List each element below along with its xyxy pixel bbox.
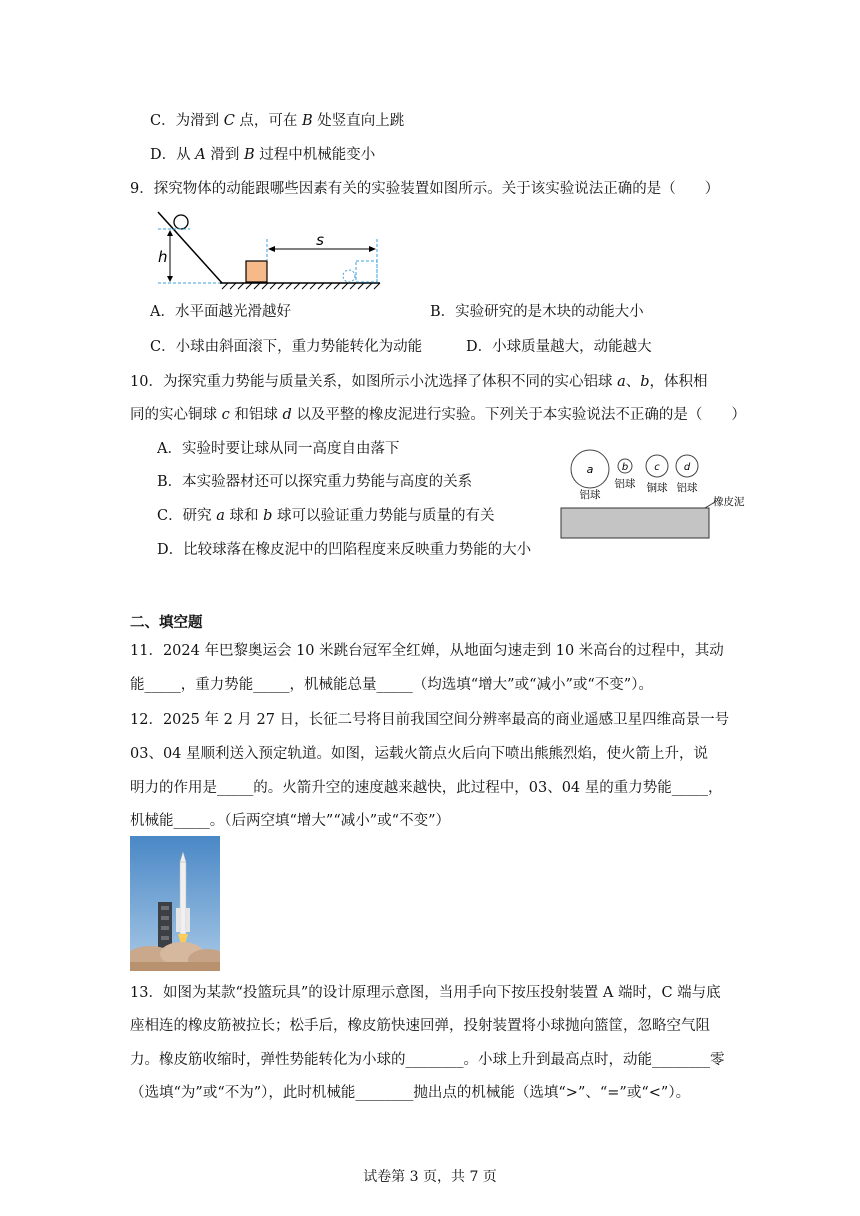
height-arrow-head-down	[167, 276, 173, 282]
ball	[174, 215, 188, 229]
q10-option-a: A．实验时要让球从同一高度自由落下	[157, 441, 400, 457]
ball-b-letter: b	[621, 462, 629, 473]
s-arrow-head-right	[369, 246, 376, 252]
section-title: 二、填空题	[130, 614, 203, 631]
block-final-position	[356, 261, 377, 282]
ball-d-letter: d	[683, 462, 691, 473]
ball-c-label: 铜球	[646, 482, 668, 494]
ground-hatch	[222, 283, 380, 289]
q10-option-d: D．比较球落在橡皮泥中的凹陷程度来反映重力势能的大小	[157, 542, 532, 558]
wooden-block	[246, 261, 267, 282]
q8-option-d: D．从 A 滑到 B 过程中机械能变小	[150, 147, 376, 163]
rocket-launch-photo	[130, 836, 220, 971]
ball-a-label: 铝球	[579, 489, 601, 501]
q12-line1: 12．2025 年 2 月 27 日，长征二号将目前我国空间分辨率最高的商业遥感卫星四维高景一号	[130, 712, 730, 728]
q11-line2: 能_____，重力势能_____，机械能总量_____（均选填“增大”或“减小”或“不变”）。	[130, 677, 653, 693]
s-label: s	[316, 231, 324, 249]
q12-line2: 03、04 星顺利送入预定轨道。如图，运载火箭点火后向下喷出熊熊烈焰，使火箭上升，说	[130, 746, 709, 762]
q13-line4: （选填“为”或“不为”），此时机械能________抛出点的机械能（选填“>”、“=”或“<”）。	[130, 1085, 691, 1101]
height-arrow-head-up	[167, 230, 173, 236]
q12-line3: 明力的作用是_____的。火箭升空的速度越来越快，此过程中，03、04 星的重力势能_____，	[130, 780, 723, 796]
q11-line1: 11．2024 年巴黎奥运会 10 米跳台冠军全红婵，从地面匀速走到 10 米高台的过程中，其动	[130, 643, 724, 659]
ball-final-position	[343, 270, 355, 282]
q9-stem: 9．探究物体的动能跟哪些因素有关的实验装置如图所示。关于该实验说法正确的是（ ）	[130, 181, 720, 197]
q13-line1: 13．如图为某款“投篮玩具”的设计原理示意图，当用手向下按压投射装置 A 端时，C 端与底	[130, 985, 721, 1001]
ball-b-label: 铝球	[614, 478, 636, 490]
ball-c-letter: c	[654, 462, 660, 473]
q10-figure	[555, 445, 755, 545]
incline	[158, 212, 222, 283]
h-label: h	[158, 248, 168, 266]
clay-label: 橡皮泥	[713, 496, 745, 508]
page-footer: 试卷第 3 页，共 7 页	[363, 1169, 497, 1185]
q9-option-c: C．小球由斜面滚下，重力势能转化为动能	[150, 339, 423, 355]
q10-stem-line2: 同的实心铜球 c 和铝球 d 以及平整的橡皮泥进行实验。下列关于本实验说法不正确的是（ ）	[130, 407, 746, 423]
ball-a-letter: a	[586, 463, 594, 476]
q10-option-b: B．本实验器材还可以探究重力势能与高度的关系	[157, 474, 473, 490]
q8-option-c: C．为滑到 C 点，可在 B 处竖直向上跳	[150, 113, 405, 129]
q9-option-a: A．水平面越光滑越好	[150, 304, 291, 320]
q10-option-c: C．研究 a 球和 b 球可以验证重力势能与质量的有关	[157, 508, 495, 524]
q10-stem-line1: 10．为探究重力势能与质量关系，如图所示小沈选择了体积不同的实心铝球 a、b，体积相	[130, 374, 708, 390]
q9-option-d: D．小球质量越大，动能越大	[466, 339, 652, 355]
q13-line3: 力。橡皮筋收缩时，弹性势能转化为小球的________。小球上升到最高点时，动能________零	[130, 1052, 725, 1068]
q12-line4: 机械能_____。（后两空填“增大”“减小”或“不变”）	[130, 813, 450, 829]
ball-d-label: 铝球	[676, 482, 698, 494]
s-arrow-head-left	[268, 246, 275, 252]
q9-figure	[150, 208, 390, 300]
clay-block	[561, 508, 709, 538]
q13-line2: 座相连的橡皮筋被拉长；松手后，橡皮筋快速回弹，投射装置将小球抛向篮筐，忽略空气阻	[130, 1018, 710, 1034]
q9-option-b: B．实验研究的是木块的动能大小	[430, 304, 644, 320]
